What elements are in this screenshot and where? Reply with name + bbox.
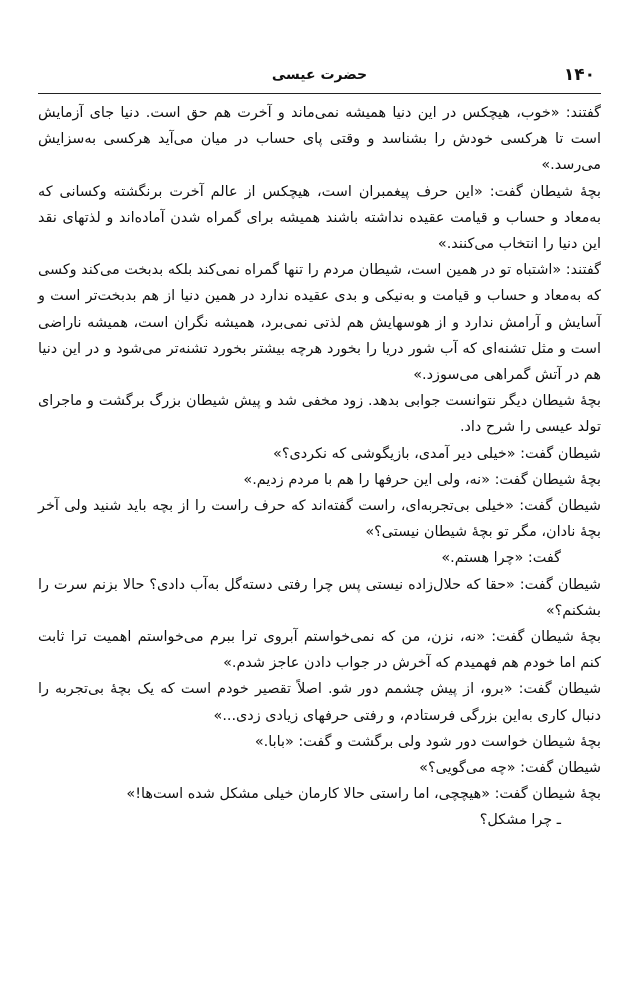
paragraph: شیطان گفت: «برو، از پیش چشمم دور شو. اصلاً تقصیر خودم است که یک بچهٔ بی‌تجربه را دنبال کاری به‌این بزرگی فرستادم، و رفتی حرفهای زیادی زدی...» xyxy=(38,681,601,724)
paragraph: بچهٔ شیطان گفت: «این حرف پیغمبران است، هیچکس از عالم آخرت برنگشته وکسانی که به‌معاد و حساب و قیامت عقیده نداشته باشند همیشه برای گمراه شدن آماده‌اند و لذتهای نقد این دنیا را انتخاب می‌کنند.» xyxy=(38,183,601,253)
paragraph: شیطان گفت: «خیلی دیر آمدی، بازیگوشی که نکردی؟» xyxy=(273,445,601,462)
paragraph: شیطان گفت: «حقا که حلال‌زاده نیستی پس چرا رفتی دسته‌گل به‌آب دادی؟ حالا بزنم سرت را بشکنم؟» xyxy=(38,576,601,619)
paragraph: گفت: «چرا هستم.» xyxy=(441,550,561,567)
header-divider xyxy=(38,93,601,94)
paragraph: گفتند: «خوب، هیچکس در این دنیا همیشه نمی‌ماند و آخرت هم حق است. دنیا جای آزمایش است تا هرکسی خودش را بشناسد و وقتی پای حساب در میان می‌آید هرکسی به‌سزایش می‌رسد.» xyxy=(38,105,601,174)
paragraph: گفتند: «اشتباه تو در همین است، شیطان مردم را تنها گمراه نمی‌کند بلکه بدبخت می‌کند وکسی که به‌معاد و حساب و قیامت و به‌نیکی و بدی عقیده ندارد در همین دنیا از هم بدبخت‌تر است و آسایش و آرامش ندارد و از هوسهایش هم لذتی نمی‌برد، همیشه نگران است، همیشه ناراضی است و مثل تشنه‌ای که آب شور دریا را بخورد هرچه بیشتر بخورد تشنه‌تر می‌شود و در این دنیا هم در آتش گمراهی می‌سوزد.» xyxy=(38,262,601,384)
page-number: ۱۴۰ xyxy=(563,65,595,85)
paragraph: شیطان گفت: «خیلی بی‌تجربه‌ای، راست گفته‌اند که حرف راست را از بچه باید شنید ولی آخر بچهٔ نادان، مگر تو بچهٔ شیطان نیستی؟» xyxy=(38,498,601,541)
paragraph: بچهٔ شیطان گفت: «نه، نزن، من که نمی‌خواستم آبروی ترا ببرم می‌خواستم اهمیت ترا ثابت کنم اما خودم هم فهمیدم که آخرش در جواب دادن عاجز شدم.» xyxy=(38,629,601,672)
paragraph: بچهٔ شیطان دیگر نتوانست جوابی بدهد. زود مخفی شد و پیش شیطان بزرگ برگشت و ماجرای تولد عیسی را شرح داد. xyxy=(38,393,601,436)
paragraph: بچهٔ شیطان گفت: «هیچچی، اما راستی حالا کارمان خیلی مشکل شده است‌ها!» xyxy=(126,786,601,803)
running-title: حضرت عیسی xyxy=(271,67,368,83)
paragraph: بچهٔ شیطان خواست دور شود ولی برگشت و گفت: «بابا.» xyxy=(254,733,601,750)
paragraph: ـ چرا مشکل؟ xyxy=(479,812,561,829)
body-text xyxy=(38,100,601,834)
paragraph: شیطان گفت: «چه می‌گویی؟» xyxy=(419,760,601,777)
page-header xyxy=(38,62,601,92)
paragraph: بچهٔ شیطان گفت: «نه، ولی این حرفها را هم با مردم زدیم.» xyxy=(243,471,601,488)
